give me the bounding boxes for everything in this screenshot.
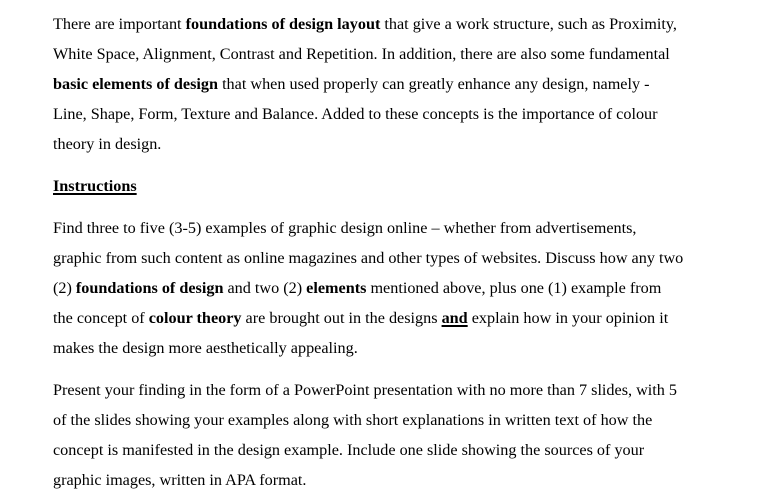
text: mentioned above, plus one (1) example from	[366, 279, 662, 297]
intro-line-2	[53, 39, 753, 69]
text: that when used properly can greatly enhance any design, namely -	[218, 75, 650, 93]
instructions-line-4	[53, 303, 753, 333]
presentation-line-4	[53, 465, 753, 495]
bold-underlined-and: and	[441, 309, 468, 327]
presentation-line-2	[53, 405, 753, 435]
text: theory in design.	[53, 135, 162, 153]
intro-paragraph	[53, 9, 753, 159]
presentation-line-3	[53, 435, 753, 465]
text: that give a work structure, such as Proximity,	[380, 15, 677, 33]
instructions-line-1	[53, 213, 753, 243]
text: Present your finding in the form of a PowerPoint presentation with no more than 7 slides, with 5	[53, 381, 678, 399]
presentation-line-1	[53, 375, 753, 405]
text: Find three to five (3-5) examples of graphic design online – whether from advertisements,	[53, 219, 637, 237]
instructions-line-2	[53, 243, 753, 273]
text: White Space, Alignment, Contrast and Repetition. In addition, there are also some fundamental	[53, 45, 670, 63]
text: are brought out in the designs	[241, 309, 442, 327]
bold-term-elements: elements	[306, 279, 367, 297]
intro-line-1	[53, 9, 753, 39]
text: Line, Shape, Form, Texture and Balance. Added to these concepts is the importance of colour	[53, 105, 658, 123]
instructions-line-3	[53, 273, 753, 303]
text: makes the design more aesthetically appealing.	[53, 339, 358, 357]
bold-term-basic-elements-of-design: basic elements of design	[53, 75, 219, 93]
text: There are important	[53, 15, 186, 33]
text: of the slides showing your examples along with short explanations in written text of how the	[53, 411, 653, 429]
text: graphic images, written in APA format.	[53, 471, 307, 489]
bold-term-foundations-of-design-layout: foundations of design layout	[185, 15, 381, 33]
intro-line-5	[53, 129, 753, 159]
instructions-line-5	[53, 333, 753, 363]
text: graphic from such content as online magazines and other types of websites. Discuss how any two	[53, 249, 684, 267]
presentation-paragraph	[53, 375, 753, 495]
text: (2)	[53, 279, 76, 297]
text: explain how in your opinion it	[467, 309, 669, 327]
document-page	[53, 9, 753, 495]
bold-term-colour-theory: colour theory	[148, 309, 242, 327]
text: and two (2)	[223, 279, 307, 297]
intro-line-3	[53, 69, 753, 99]
instructions-paragraph	[53, 213, 753, 363]
instructions-heading: Instructions	[53, 177, 137, 195]
text: concept is manifested in the design example. Include one slide showing the sources of your	[53, 441, 645, 459]
bold-term-foundations-of-design: foundations of design	[75, 279, 224, 297]
intro-line-4	[53, 99, 753, 129]
text: the concept of	[53, 309, 149, 327]
